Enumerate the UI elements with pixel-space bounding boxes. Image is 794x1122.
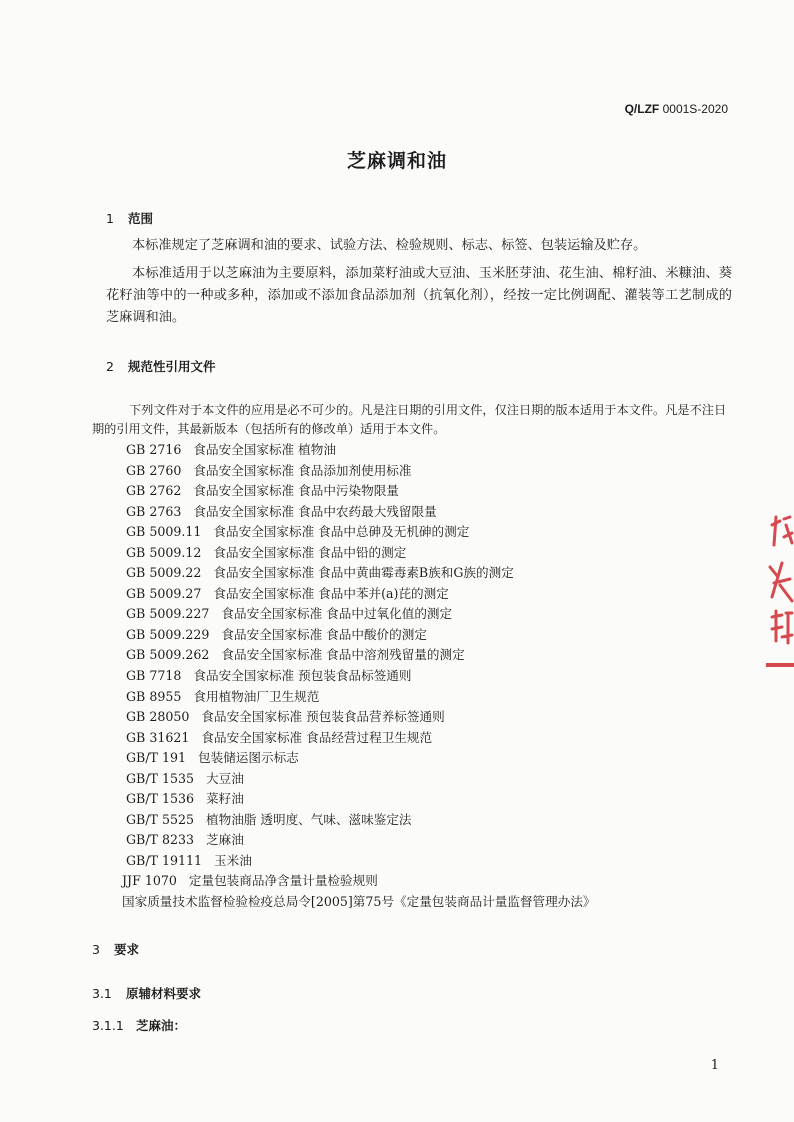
reference-code: JJF 1070 bbox=[122, 873, 177, 889]
reference-title: 植物油脂 透明度、气味、滋味鉴定法 bbox=[206, 811, 412, 827]
reference-code: GB 2763 bbox=[126, 503, 182, 519]
reference-code: GB/T 191 bbox=[126, 750, 186, 766]
reference-code: GB 5009.12 bbox=[126, 544, 202, 560]
reference-item bbox=[126, 769, 596, 790]
reference-title: 食品安全国家标准 食品中过氧化值的测定 bbox=[221, 606, 453, 622]
reference-code: GB 5009.227 bbox=[126, 606, 210, 622]
section-number: 3 bbox=[92, 942, 100, 957]
reference-code: GB 5009.11 bbox=[126, 524, 202, 540]
standard-code-number: 0001S-2020 bbox=[659, 102, 728, 116]
reference-title: 《定量包装商品计量监督管理办法》 bbox=[394, 894, 596, 910]
section-3-heading bbox=[92, 940, 139, 958]
reference-item bbox=[126, 707, 596, 728]
reference-item bbox=[126, 748, 596, 769]
references-intro: 下列文件对于本文件的应用是必不可少的。凡是注日期的引用文件，仅注日期的版本适用于本文件。凡是不注日期的引用文件，其最新版本（包括所有的修改单）适用于本文件。 bbox=[92, 403, 727, 436]
section-1-heading bbox=[106, 209, 153, 227]
reference-title: 大豆油 bbox=[206, 770, 244, 786]
reference-code: GB/T 8233 bbox=[126, 832, 195, 848]
reference-title: 食品安全国家标准 植物油 bbox=[193, 442, 336, 457]
section-number: 3.1.1 bbox=[92, 1018, 124, 1033]
reference-item bbox=[126, 522, 596, 543]
section-3-1-1-heading bbox=[92, 1016, 186, 1034]
section-number: 3.1 bbox=[92, 986, 112, 1001]
section-title: 原辅材料要求 bbox=[126, 986, 202, 1001]
reference-title: 食品安全国家标准 食品中溶剂残留量的测定 bbox=[221, 647, 465, 663]
scope-paragraph-1: 本标准规定了芝麻调和油的要求、试验方法、检验规则、标志、标签、包装运输及贮存。 bbox=[132, 238, 647, 253]
reference-title: 食品安全国家标准 食品中铅的测定 bbox=[213, 544, 407, 560]
red-seal-stamp bbox=[762, 505, 794, 675]
reference-code: GB 5009.22 bbox=[126, 565, 202, 581]
reference-item bbox=[126, 830, 596, 851]
reference-item bbox=[126, 543, 596, 564]
reference-code: GB/T 1536 bbox=[126, 791, 195, 807]
reference-title: 食品安全国家标准 食品中总砷及无机砷的测定 bbox=[213, 524, 470, 540]
reference-item bbox=[126, 851, 596, 872]
reference-item bbox=[126, 666, 596, 687]
reference-code: GB 2760 bbox=[126, 462, 182, 478]
reference-item bbox=[126, 440, 596, 461]
reference-title: 食品安全国家标准 食品中污染物限量 bbox=[193, 483, 399, 499]
reference-title: 包装储运图示标志 bbox=[198, 750, 299, 766]
reference-title: 食品安全国家标准 预包装食品标签通则 bbox=[193, 668, 412, 684]
section-3-1-heading bbox=[92, 984, 201, 1002]
section-title: 芝麻油： bbox=[136, 1018, 187, 1033]
reference-title: 食品安全国家标准 食品中农药最大残留限量 bbox=[193, 503, 437, 519]
scope-paragraph-2: 本标准适用于以芝麻油为主要原料，添加菜籽油或大豆油、玉米胚芽油、花生油、棉籽油、米糠油、葵花籽油等中的一种或多种，添加或不添加食品添加剂（抗氧化剂），经按一定比例调配、灌装等工艺制成的芝麻调和油。 bbox=[106, 266, 732, 325]
reference-item bbox=[126, 502, 596, 523]
reference-title: 食品安全国家标准 食品中黄曲霉毒素B族和G族的测定 bbox=[213, 565, 514, 581]
reference-item bbox=[126, 810, 596, 831]
reference-item bbox=[126, 687, 596, 708]
reference-code: GB 5009.27 bbox=[126, 585, 202, 601]
standard-code bbox=[625, 102, 728, 116]
section-number: 1 bbox=[106, 211, 114, 226]
reference-code: GB 28050 bbox=[126, 709, 190, 725]
reference-code: GB/T 1535 bbox=[126, 770, 195, 786]
reference-title: 食品安全国家标准 食品中苯并(a)芘的测定 bbox=[213, 585, 449, 601]
reference-item bbox=[126, 461, 596, 482]
reference-code: GB 31621 bbox=[126, 729, 190, 745]
section-title: 要求 bbox=[114, 942, 140, 957]
page-number: 1 bbox=[710, 1058, 719, 1073]
reference-title: 食品安全国家标准 食品添加剂使用标准 bbox=[193, 462, 412, 478]
reference-title: 玉米油 bbox=[214, 852, 252, 868]
reference-code: GB 2716 bbox=[126, 442, 182, 457]
reference-item bbox=[126, 604, 596, 625]
reference-code: GB/T 19111 bbox=[126, 852, 203, 868]
reference-code: GB 2762 bbox=[126, 483, 182, 499]
reference-code: 国家质量技术监督检验检疫总局令[2005]第75号 bbox=[122, 894, 394, 910]
reference-title: 食品安全国家标准 食品经营过程卫生规范 bbox=[201, 729, 433, 745]
reference-code: GB/T 5525 bbox=[126, 811, 195, 827]
reference-item bbox=[126, 481, 596, 502]
reference-title: 定量包装商品净含量计量检验规则 bbox=[188, 873, 378, 889]
reference-item bbox=[126, 728, 596, 749]
reference-item bbox=[126, 789, 596, 810]
reference-title: 食用植物油厂卫生规范 bbox=[193, 688, 320, 704]
reference-title: 食品安全国家标准 食品中酸价的测定 bbox=[221, 626, 427, 642]
reference-item bbox=[126, 584, 596, 605]
reference-code: GB 8955 bbox=[126, 688, 182, 704]
reference-title: 芝麻油 bbox=[206, 832, 244, 848]
reference-code: GB 5009.229 bbox=[126, 626, 210, 642]
reference-item bbox=[122, 892, 596, 913]
section-title: 规范性引用文件 bbox=[128, 359, 216, 374]
reference-title: 食品安全国家标准 预包装食品营养标签通则 bbox=[201, 709, 445, 725]
document-title: 芝麻调和油 bbox=[346, 150, 447, 172]
references-list bbox=[122, 440, 596, 913]
reference-title: 菜籽油 bbox=[206, 791, 244, 807]
reference-item bbox=[126, 563, 596, 584]
reference-item bbox=[126, 625, 596, 646]
reference-code: GB 5009.262 bbox=[126, 647, 210, 663]
section-title: 范围 bbox=[128, 211, 154, 226]
reference-code: GB 7718 bbox=[126, 668, 182, 684]
standard-code-prefix: Q/LZF bbox=[624, 102, 660, 116]
reference-item bbox=[126, 645, 596, 666]
section-number: 2 bbox=[106, 359, 114, 374]
reference-item bbox=[122, 871, 596, 892]
section-2-heading bbox=[106, 357, 216, 375]
